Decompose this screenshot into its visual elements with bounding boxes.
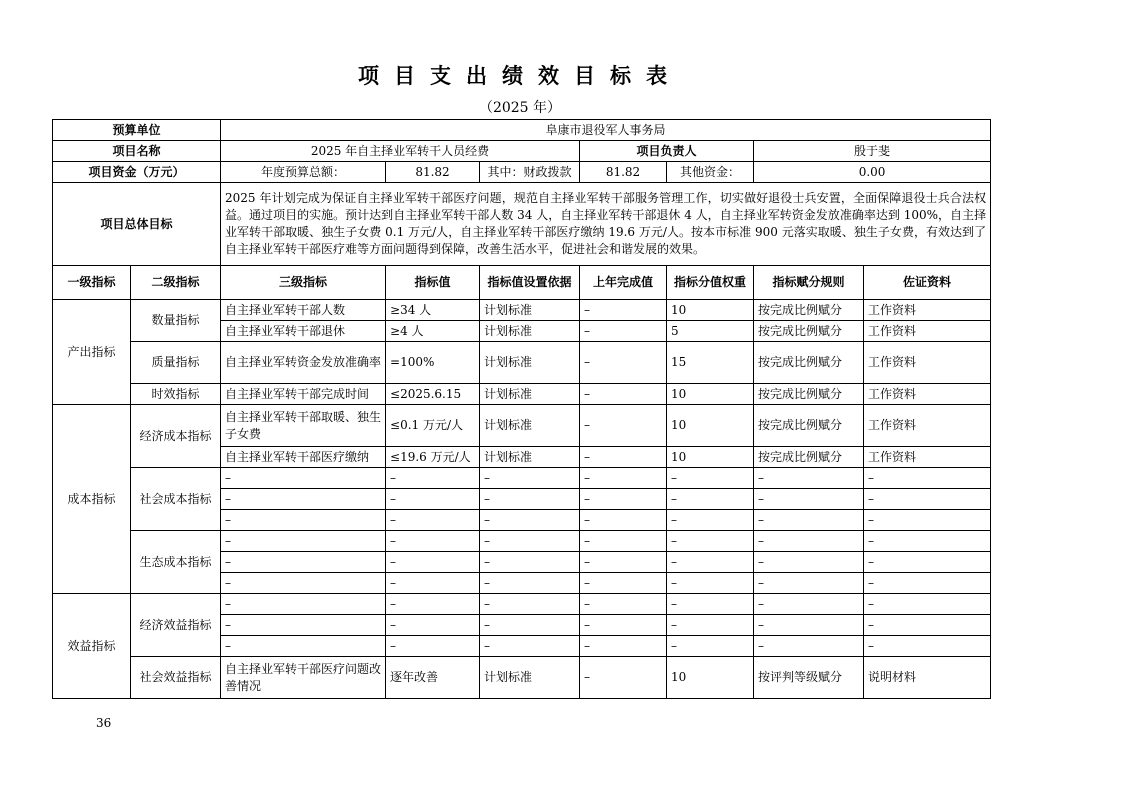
indicator-basis: 计划标准 [480,657,580,699]
table-row [53,657,991,699]
indicator-name: 自主择业军转干部人数 [221,300,386,321]
indicator-weight: 5 [667,321,754,342]
level2-timeliness: 时效指标 [131,384,221,405]
indicator-evidence: 工作资料 [864,300,991,321]
dash-cell: – [667,510,754,531]
indicator-evidence: 工作资料 [864,405,991,447]
dash-cell: – [667,552,754,573]
indicator-value: ≤2025.6.15 [386,384,480,405]
empty-row [53,468,991,489]
header-cell: 一级指标 [53,266,131,300]
dash-cell: – [386,615,480,636]
dash-cell: – [480,531,580,552]
header-cell: 指标分值权重 [667,266,754,300]
dash-cell: – [864,594,991,615]
indicator-basis: 计划标准 [480,321,580,342]
project-fund-row [53,162,991,183]
dash-cell: – [221,594,386,615]
indicator-rule: 按评判等级赋分 [754,657,864,699]
dash-cell: – [386,552,480,573]
empty-row [53,594,991,615]
indicator-last: – [580,321,667,342]
level2-economic-benefit: 经济效益指标 [131,594,221,657]
level2-economic-cost: 经济成本指标 [131,405,221,468]
indicator-basis: 计划标准 [480,447,580,468]
dash-cell: – [667,594,754,615]
indicator-value: ≤19.6 万元/人 [386,447,480,468]
dash-cell: – [386,531,480,552]
level2-social-cost: 社会成本指标 [131,468,221,531]
header-cell: 指标值设置依据 [480,266,580,300]
indicator-weight: 10 [667,657,754,699]
dash-cell: – [754,552,864,573]
level1-output: 产出指标 [53,300,131,405]
indicator-basis: 计划标准 [480,384,580,405]
indicator-evidence: 工作资料 [864,342,991,384]
indicator-weight: 10 [667,300,754,321]
empty-row [53,531,991,552]
indicator-rule: 按完成比例赋分 [754,342,864,384]
level1-cost: 成本指标 [53,405,131,594]
indicator-name: 自主择业军转干部医疗问题改善情况 [221,657,386,699]
indicator-rule: 按完成比例赋分 [754,447,864,468]
project-leader-label: 项目负责人 [580,141,754,162]
dash-cell: – [480,510,580,531]
page-title: 项目支出绩效目标表 [358,63,682,88]
dash-cell: – [667,489,754,510]
indicator-weight: 15 [667,342,754,384]
indicator-name: 自主择业军转干部退休 [221,321,386,342]
indicator-basis: 计划标准 [480,342,580,384]
indicator-rule: 按完成比例赋分 [754,384,864,405]
dash-cell: – [754,468,864,489]
indicator-rule: 按完成比例赋分 [754,300,864,321]
dash-cell: – [386,573,480,594]
dash-cell: – [754,615,864,636]
dash-cell: – [386,468,480,489]
indicator-evidence: 工作资料 [864,384,991,405]
level2-quality: 质量指标 [131,342,221,384]
indicator-basis: 计划标准 [480,300,580,321]
unit-label: 预算单位 [53,120,221,141]
indicator-value: ≤0.1 万元/人 [386,405,480,447]
dash-cell: – [580,636,667,657]
indicator-last: – [580,384,667,405]
indicator-last: – [580,405,667,447]
dash-cell: – [221,573,386,594]
project-name-row [53,141,991,162]
header-cell: 上年完成值 [580,266,667,300]
dash-cell: – [480,573,580,594]
dash-cell: – [386,489,480,510]
indicator-value: ≥34 人 [386,300,480,321]
project-name-value: 2025 年自主择业军转干人员经费 [221,141,580,162]
dash-cell: – [754,594,864,615]
dash-cell: – [754,489,864,510]
dash-cell: – [580,615,667,636]
indicator-weight: 10 [667,384,754,405]
indicator-weight: 10 [667,405,754,447]
dash-cell: – [221,636,386,657]
dash-cell: – [667,615,754,636]
dash-cell: – [580,594,667,615]
dash-cell: – [221,468,386,489]
goal-label: 项目总体目标 [53,183,221,266]
project-name-label: 项目名称 [53,141,221,162]
dash-cell: – [754,531,864,552]
goal-row [53,183,991,266]
unit-value: 阜康市退役军人事务局 [221,120,991,141]
dash-cell: – [386,594,480,615]
dash-cell: – [864,468,991,489]
year-label: （2025 年） [478,100,562,116]
indicator-last: – [580,300,667,321]
dash-cell: – [580,531,667,552]
level2-social-benefit: 社会效益指标 [131,657,221,699]
dash-cell: – [667,468,754,489]
dash-cell: – [580,573,667,594]
dash-cell: – [386,636,480,657]
indicator-name: 自主择业军转干部完成时间 [221,384,386,405]
dash-cell: – [754,510,864,531]
dash-cell: – [480,552,580,573]
page-number: 36 [96,716,112,730]
header-cell: 三级指标 [221,266,386,300]
dash-cell: – [864,531,991,552]
header-cell: 二级指标 [131,266,221,300]
level1-benefit: 效益指标 [53,594,131,699]
dash-cell: – [221,531,386,552]
indicator-name: 自主择业军转干部医疗缴纳 [221,447,386,468]
indicator-last: – [580,342,667,384]
annual-budget-label: 年度预算总额： [221,162,386,183]
dash-cell: – [480,594,580,615]
dash-cell: – [386,510,480,531]
dash-cell: – [480,636,580,657]
table-row [53,405,991,447]
indicator-name: 自主择业军转资金发放准确率 [221,342,386,384]
dash-cell: – [864,573,991,594]
indicator-evidence: 工作资料 [864,321,991,342]
dash-cell: – [754,636,864,657]
fiscal-fund-value: 81.82 [580,162,667,183]
project-leader-value: 殷于斐 [754,141,991,162]
fiscal-fund-label: 其中：财政拨款 [480,162,580,183]
header-row [53,266,991,300]
indicator-basis: 计划标准 [480,405,580,447]
dash-cell: – [864,615,991,636]
dash-cell: – [480,489,580,510]
performance-table [52,119,991,699]
indicator-rule: 按完成比例赋分 [754,405,864,447]
other-fund-label: 其他资金： [667,162,754,183]
dash-cell: – [864,510,991,531]
dash-cell: – [580,489,667,510]
dash-cell: – [480,468,580,489]
table-row [53,342,991,384]
indicator-evidence: 说明材料 [864,657,991,699]
level2-ecological-cost: 生态成本指标 [131,531,221,594]
dash-cell: – [221,615,386,636]
dash-cell: – [580,510,667,531]
dash-cell: – [480,615,580,636]
project-fund-label: 项目资金（万元） [53,162,221,183]
dash-cell: – [754,573,864,594]
table-row [53,300,991,321]
dash-cell: – [667,636,754,657]
table-row [53,384,991,405]
dash-cell: – [864,489,991,510]
dash-cell: – [864,552,991,573]
header-cell: 指标赋分规则 [754,266,864,300]
dash-cell: – [580,468,667,489]
dash-cell: – [580,552,667,573]
indicator-rule: 按完成比例赋分 [754,321,864,342]
dash-cell: – [667,531,754,552]
header-cell: 指标值 [386,266,480,300]
dash-cell: – [864,636,991,657]
unit-row [53,120,991,141]
level2-quantity: 数量指标 [131,300,221,342]
dash-cell: – [221,489,386,510]
indicator-last: – [580,657,667,699]
indicator-name: 自主择业军转干部取暖、独生子女费 [221,405,386,447]
dash-cell: – [221,510,386,531]
indicator-last: – [580,447,667,468]
annual-budget-value: 81.82 [386,162,480,183]
goal-text: 2025 年计划完成为保证自主择业军转干部医疗问题，规范自主择业军转干部服务管理工作，切实做好退役士兵安置，全面保障退役士兵合法权益。通过项目的实施。预计达到自主择业军转干部人数 34 人，自主择业军转干部退休 4 人，自主择业军转资金发放准确率达到 100%，自主择业军转干部取暖、独生子女费 0.1 万元/人，自主择业军转干部医疗缴纳 19.6 万元/人。按本市标准 900 元落实取暖、独生子女费，有效达到了自主择业军转干部医疗难等方面问题得到保障，改善生活水平，促进社会和谐发展的效果。 [221,183,991,266]
indicator-value: =100% [386,342,480,384]
dash-cell: – [667,573,754,594]
indicator-evidence: 工作资料 [864,447,991,468]
indicator-weight: 10 [667,447,754,468]
other-fund-value: 0.00 [754,162,991,183]
header-cell: 佐证资料 [864,266,991,300]
dash-cell: – [221,552,386,573]
indicator-value: 逐年改善 [386,657,480,699]
indicator-value: ≥4 人 [386,321,480,342]
